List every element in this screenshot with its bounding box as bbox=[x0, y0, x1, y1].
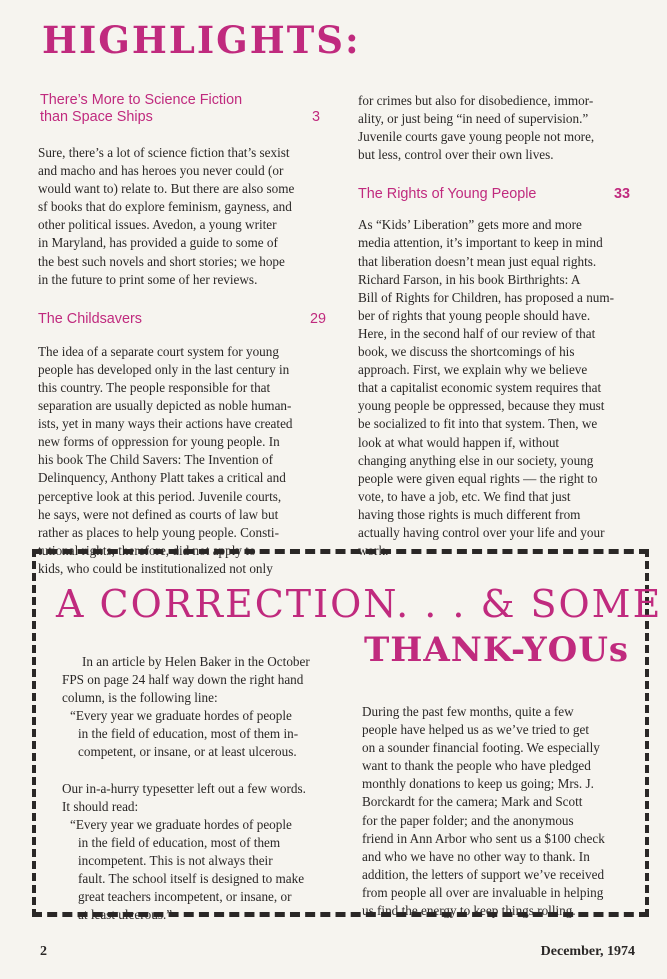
text-line: sf books that do explore feminism, gayness, and bbox=[38, 199, 292, 215]
text-line: young people be oppressed, because they must bbox=[358, 398, 605, 414]
issue-date: December, 1974 bbox=[540, 944, 635, 959]
text-line: but less, control over their own lives. bbox=[358, 147, 554, 163]
text-line: his book The Child Savers: The Invention of bbox=[38, 452, 274, 468]
text-line: In an article by Helen Baker in the October bbox=[82, 654, 310, 669]
text-line: separation are usually depicted as noble human- bbox=[38, 398, 292, 414]
text-line: changing anything else in our society, young bbox=[358, 452, 594, 468]
text-line: Sure, there’s a lot of science fiction that’s sexist bbox=[38, 145, 290, 160]
quote-line: at least ulcerous.” bbox=[78, 907, 173, 923]
text-line: people has developed only in the last century in bbox=[38, 361, 290, 377]
text-line: ality, or just being “in need of supervision.” bbox=[358, 111, 589, 127]
text-line: Borckardt for the camera; Mark and Scott bbox=[362, 794, 583, 810]
text-line: book, we discuss the shortcomings of his bbox=[358, 344, 575, 360]
quote-line: great teachers incompetent, or insane, or bbox=[78, 889, 292, 905]
article-summary-science-fiction bbox=[38, 144, 326, 289]
text-line: approach. First, we explain why we believe bbox=[358, 362, 588, 378]
thank-yous-heading: THANK-YOUs bbox=[364, 630, 630, 670]
article-continuation bbox=[358, 92, 630, 164]
text-line: people have helped us as we’ve tried to get bbox=[362, 722, 590, 738]
text-line: Delinquency, Anthony Platt takes a critical and bbox=[38, 470, 286, 486]
text-line: look at what would happen if, without bbox=[358, 434, 560, 450]
text-line: Our in-a-hurry typesetter left out a few words. bbox=[62, 780, 306, 796]
article-summary-rights bbox=[358, 216, 630, 560]
text-line: monthly donations to keep us going; Mrs. J. bbox=[362, 776, 594, 792]
text-line: actually having control over your life and your bbox=[358, 524, 605, 540]
text-line: that a capitalist economic system requires that bbox=[358, 380, 602, 396]
text-line: for crimes but also for disobedience, immor- bbox=[358, 93, 594, 108]
text-line: in Maryland, has provided a guide to some of bbox=[38, 235, 278, 251]
text-line: having those rights is much different from bbox=[358, 506, 581, 522]
text-line: perceptive look at this period. Juvenile courts, bbox=[38, 488, 282, 504]
text-line: rather as places to help young people. Consti- bbox=[38, 524, 279, 540]
text-line: media attention, it’s important to keep in mind bbox=[358, 235, 603, 251]
text-line: It should read: bbox=[62, 798, 139, 814]
article-title: The Childsavers bbox=[38, 310, 142, 327]
text-line: want to thank the people who have pledged bbox=[362, 758, 591, 774]
page-number: 2 bbox=[40, 944, 47, 959]
article-title-line: than Space Ships bbox=[40, 109, 153, 125]
right-column bbox=[358, 92, 630, 560]
text-line: During the past few months, quite a few bbox=[362, 704, 574, 719]
quote-line: fault. The school itself is designed to make bbox=[78, 871, 305, 887]
text-line: and macho and has heroes you never could (or bbox=[38, 163, 284, 179]
quote-line: in the field of education, most of them bbox=[78, 834, 281, 850]
text-line: FPS on page 24 half way down the right hand bbox=[62, 672, 304, 688]
text-line: friend in Ann Arbor who sent us a $100 check bbox=[362, 830, 605, 846]
article-title-line: There’s More to Science Fiction bbox=[40, 92, 243, 108]
text-line: As “Kids’ Liberation” gets more and more bbox=[358, 217, 582, 233]
text-line: this country. The people responsible for that bbox=[38, 379, 271, 395]
text-line: he says, were not defined as courts of law but bbox=[38, 506, 279, 522]
text-line: work. bbox=[358, 543, 389, 559]
article-heading-childsavers bbox=[38, 311, 326, 328]
quote-line: “Every year we graduate hordes of people bbox=[70, 816, 292, 832]
correction-heading: A CORRECTION. . . & SOME bbox=[56, 582, 663, 626]
text-line: other political issues. Avedon, a young writer bbox=[38, 217, 277, 233]
text-line: on a sounder financial footing. We especially bbox=[362, 740, 600, 756]
text-line: the best such novels and short stories; we hope bbox=[38, 253, 285, 269]
text-line: that liberation doesn’t mean just equal rights. bbox=[358, 253, 597, 269]
text-line: column, is the following line: bbox=[62, 690, 218, 706]
text-line: for the paper folder; and the anonymous bbox=[362, 812, 574, 828]
text-line: would want to) relate to. But there are also some bbox=[38, 181, 295, 197]
article-page-number: 33 bbox=[613, 186, 630, 203]
text-line: kids, who could be institutionalized not only bbox=[38, 560, 273, 576]
text-line: us find the energy to keep things rolling. bbox=[362, 903, 576, 919]
text-line: tutional rights, therefore, did not apply to bbox=[38, 542, 256, 558]
text-line: in the future to print some of her reviews. bbox=[38, 271, 258, 287]
text-line: people were given equal rights — the right to bbox=[358, 470, 598, 486]
article-heading-rights-of-young-people bbox=[358, 186, 630, 203]
quote-line: in the field of education, most of them in- bbox=[78, 726, 299, 742]
text-line: new forms of oppression for young people. In bbox=[38, 434, 280, 450]
quote-line: incompetent. This is not always their bbox=[78, 852, 273, 868]
quote-line: “Every year we graduate hordes of people bbox=[70, 708, 292, 724]
article-summary-childsavers bbox=[38, 343, 326, 578]
thank-yous-text bbox=[362, 703, 624, 920]
text-line: ber of rights that young people should have. bbox=[358, 307, 591, 323]
text-line: ists, yet in many ways their actions have created bbox=[38, 416, 293, 432]
page-title: HIGHLIGHTS: bbox=[42, 18, 361, 62]
text-line: and who we have no other way to thank. In bbox=[362, 848, 590, 864]
text-line: addition, the letters of support we’ve received bbox=[362, 866, 605, 882]
article-page-number: 3 bbox=[311, 109, 320, 125]
text-line: be socialized to fit into that system. Then, we bbox=[358, 416, 598, 432]
left-column bbox=[38, 92, 326, 578]
correction-text bbox=[62, 653, 332, 924]
article-page-number: 29 bbox=[309, 310, 326, 327]
text-line: Richard Farson, in his book Birthrights: A bbox=[358, 271, 581, 287]
text-line: vote, to have a job, etc. We find that just bbox=[358, 488, 571, 504]
text-line: from people all over are invaluable in helping bbox=[362, 884, 604, 900]
text-line: Bill of Rights for Children, has proposed a num- bbox=[358, 289, 615, 305]
quote-line: competent, or insane, or at least ulcerous. bbox=[78, 744, 297, 760]
text-line: The idea of a separate court system for young bbox=[38, 343, 279, 359]
text-line: Juvenile courts gave young people not more, bbox=[358, 129, 595, 145]
article-heading-science-fiction bbox=[40, 92, 320, 126]
text-line: Here, in the second half of our review of that bbox=[358, 325, 596, 341]
article-title: The Rights of Young People bbox=[358, 186, 537, 203]
